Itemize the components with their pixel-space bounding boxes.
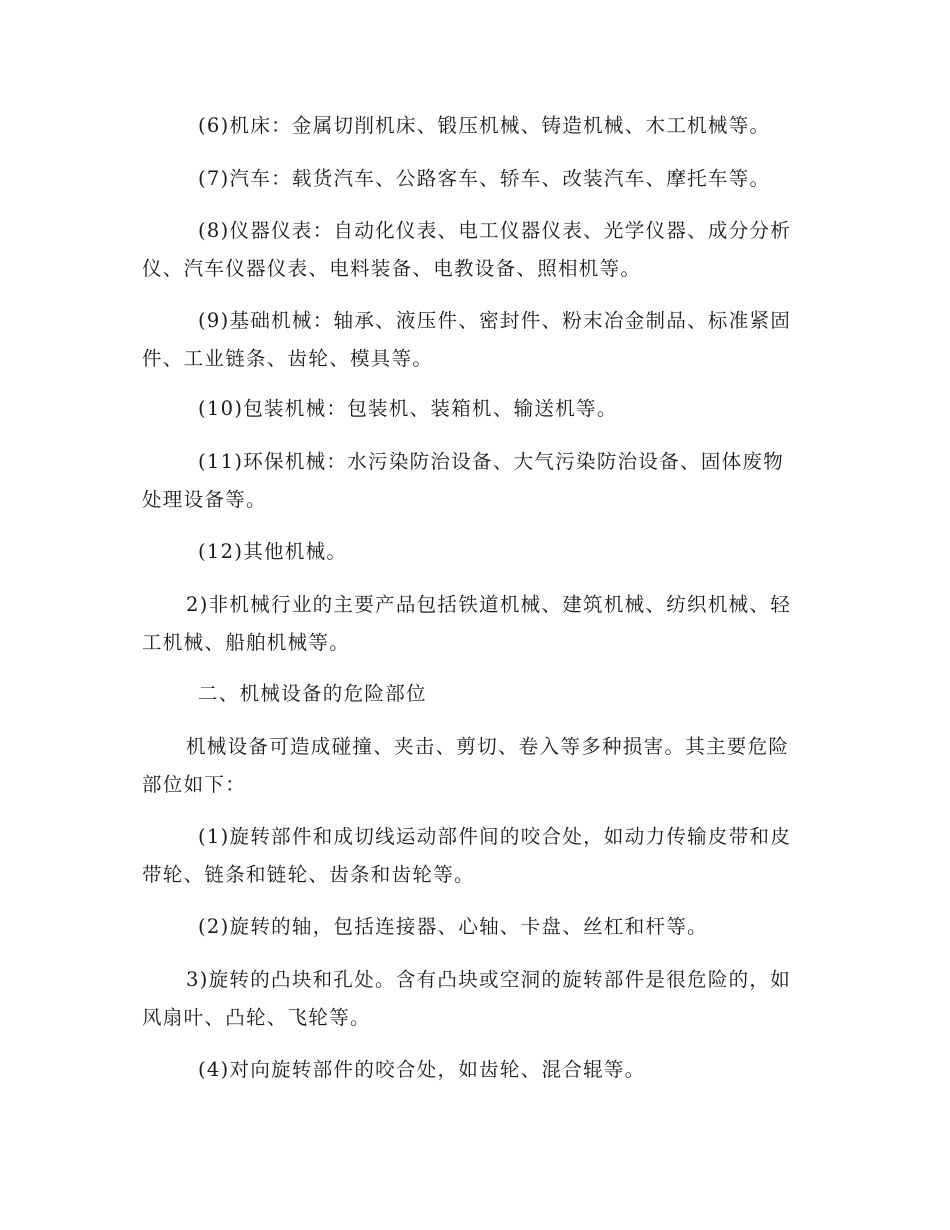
list-item-rotating-tangential-nip: (1)旋转部件和成切线运动部件间的咬合处，如动力传输皮带和皮带轮、链条和链轮、齿条和齿轮等。 [142, 825, 792, 886]
section-heading-danger-zones: 二、机械设备的危险部位 [198, 682, 427, 705]
list-item-instruments: (8)仪器仪表：自动化仪表、电工仪器仪表、光学仪器、成分分析仪、汽车仪器仪表、电料装备、电教设备、照相机等。 [142, 219, 792, 280]
list-item-rotating-shaft: (2)旋转的轴，包括连接器、心轴、卡盘、丝杠和杆等。 [198, 915, 708, 938]
list-item-environmental-machinery: (11)环保机械：水污染防治设备、大气污染防治设备、固体废物处理设备等。 [142, 450, 785, 511]
paragraph-hazards-intro: 机械设备可造成碰撞、夹击、剪切、卷入等多种损害。其主要危险部位如下： [142, 735, 790, 796]
list-item-automobiles: (7)汽车：载货汽车、公路客车、轿车、改装汽车、摩托车等。 [198, 167, 771, 190]
list-item-basic-machinery: (9)基础机械：轴承、液压件、密封件、粉末冶金制品、标准紧固件、工业链条、齿轮、模具等。 [142, 309, 792, 370]
list-item-machine-tools: (6)机床：金属切削机床、锻压机械、铸造机械、木工机械等。 [198, 114, 771, 137]
list-item-rotating-projections: 3)旋转的凸块和孔处。含有凸块或空洞的旋转部件是很危险的，如风扇叶、凸轮、飞轮等。 [142, 968, 792, 1029]
list-item-other-machinery: (12)其他机械。 [198, 540, 348, 563]
list-item-packaging-machinery: (10)包装机械：包装机、装箱机、输送机等。 [198, 397, 618, 420]
list-item-counter-rotating-nip: (4)对向旋转部件的咬合处，如齿轮、混合辊等。 [198, 1058, 646, 1081]
paragraph-non-machinery-products: 2)非机械行业的主要产品包括铁道机械、建筑机械、纺织机械、轻工机械、船舶机械等。 [142, 593, 792, 654]
